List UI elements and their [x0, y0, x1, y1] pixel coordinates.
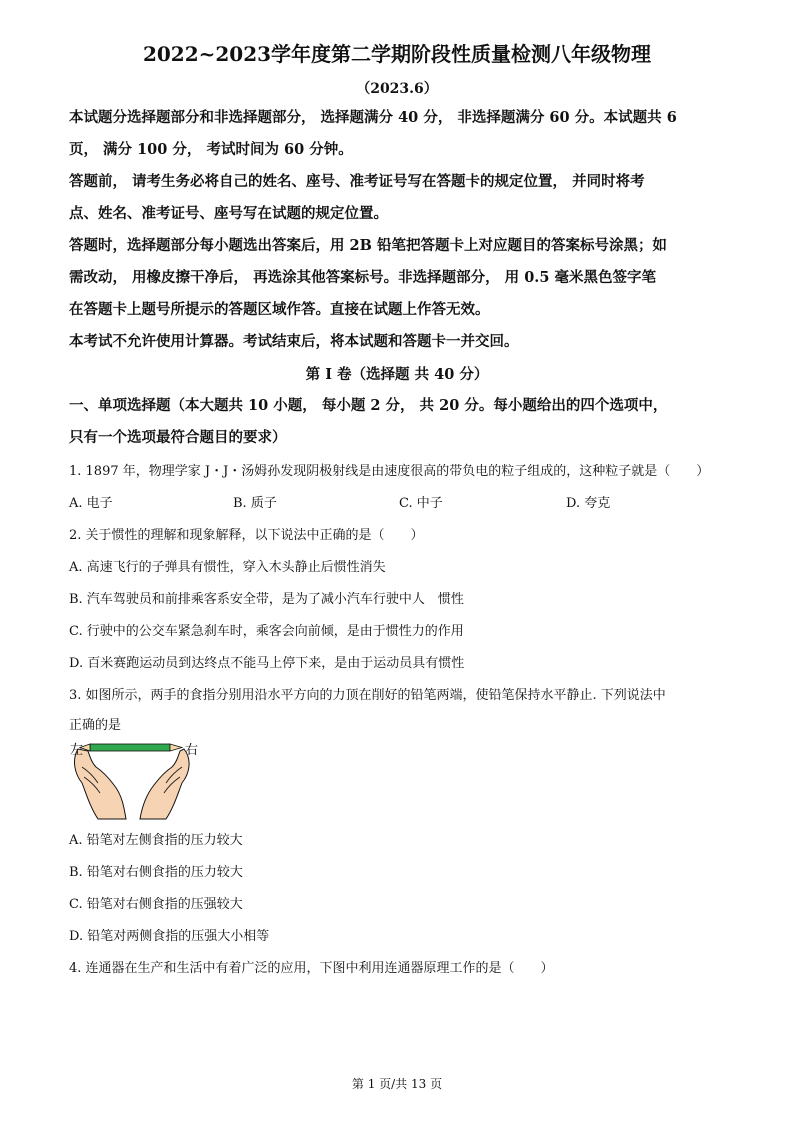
page-footer: 第 1 页/共 13 页	[351, 1077, 443, 1091]
instruction-1-line-1: 本试题分选择题部分和非选择题部分， 选择题满分 40 分， 非选择题满分 60 分。本试题共 6	[69, 109, 677, 126]
q1-stem: 1. 1897 年，物理学家 J・J・汤姆孙发现阴极射线是由速度很高的带负电的粒子组成的，这种粒子就是（ ）	[69, 464, 710, 479]
q3-option-c: C. 铅笔对右侧食指的压强较大	[69, 897, 243, 912]
figure-label-right: 右	[185, 743, 199, 758]
instruction-1	[69, 102, 737, 166]
section-title: 第 I 卷（选择题 共 40 分）	[305, 366, 489, 383]
q4-stem: 4. 连通器在生产和生活中有着广泛的应用，下图中利用连通器原理工作的是（ ）	[69, 961, 554, 976]
instruction-3-line-1: 答题时，选择题部分每小题选出答案后，用 2B 铅笔把答题卡上对应题目的答案标号涂黑；如	[69, 237, 667, 254]
instruction-3-line-3: 在答题卡上题号所提示的答题区域作答。直接在试题上作答无效。	[69, 301, 490, 318]
right-hand	[140, 749, 189, 819]
part-one-line-1: 一、单项选择题（本大题共 10 小题， 每小题 2 分， 共 20 分。每小题给出的四个选项中，	[69, 397, 668, 414]
page-title: 2022~2023学年度第二学期阶段性质量检测八年级物理	[142, 42, 652, 66]
figure-label-left: 左	[70, 743, 84, 758]
q1-option-d: D. 夸克	[566, 496, 611, 511]
pencil-fingers-figure	[68, 737, 208, 822]
instruction-2	[69, 166, 737, 230]
left-hand	[75, 749, 126, 819]
q3-stem-line-2: 正确的是	[69, 718, 122, 733]
q1-option-a: A. 电子	[69, 496, 113, 511]
pencil-body	[90, 744, 170, 751]
part-one-line-2: 只有一个选项最符合题目的要求）	[69, 429, 287, 446]
exam-date: （2023.6）	[356, 81, 438, 97]
q3-option-d: D. 铅笔对两侧食指的压强大小相等	[69, 929, 270, 944]
q3-stem-line-1: 3. 如图所示，两手的食指分别用沿水平方向的力顶在削好的铅笔两端，使铅笔保持水平静止. 下列说法中	[69, 688, 666, 703]
q2-option-c: C. 行驶中的公交车紧急刹车时，乘客会向前倾，是由于惯性力的作用	[69, 624, 464, 639]
instruction-2-line-2: 点、姓名、准考证号、座号写在试题的规定位置。	[69, 205, 388, 222]
instruction-3	[69, 230, 737, 326]
part-one-heading	[69, 390, 737, 454]
pencil-tip-right	[170, 744, 182, 751]
instruction-4-line-1: 本考试不允许使用计算器。考试结束后，将本试题和答题卡一并交回。	[69, 333, 519, 350]
q1-option-b: B. 质子	[233, 496, 277, 511]
instruction-3-line-2: 需改动， 用橡皮擦干净后， 再选涂其他答案标号。非选择题部分， 用 0.5 毫米黑色签字笔	[69, 269, 656, 286]
instruction-1-line-2: 页， 满分 100 分， 考试时间为 60 分钟。	[69, 141, 353, 158]
q2-option-d: D. 百米赛跑运动员到达终点不能马上停下来，是由于运动员具有惯性	[69, 656, 465, 671]
instruction-4	[69, 326, 737, 358]
q3-option-b: B. 铅笔对右侧食指的压力较大	[69, 865, 243, 880]
instruction-2-line-1: 答题前， 请考生务必将自己的姓名、座号、准考证号写在答题卡的规定位置， 并同时将考	[69, 173, 645, 190]
q2-option-b: B. 汽车驾驶员和前排乘客系安全带，是为了减小汽车行驶中人 惯性	[69, 592, 464, 607]
q1-option-c: C. 中子	[399, 496, 443, 511]
q2-option-a: A. 高速飞行的子弹具有惯性，穿入木头静止后惯性消失	[69, 560, 386, 575]
q2-stem: 2. 关于惯性的理解和现象解释，以下说法中正确的是（ ）	[69, 528, 424, 543]
q3-option-a: A. 铅笔对左侧食指的压力较大	[69, 833, 243, 848]
